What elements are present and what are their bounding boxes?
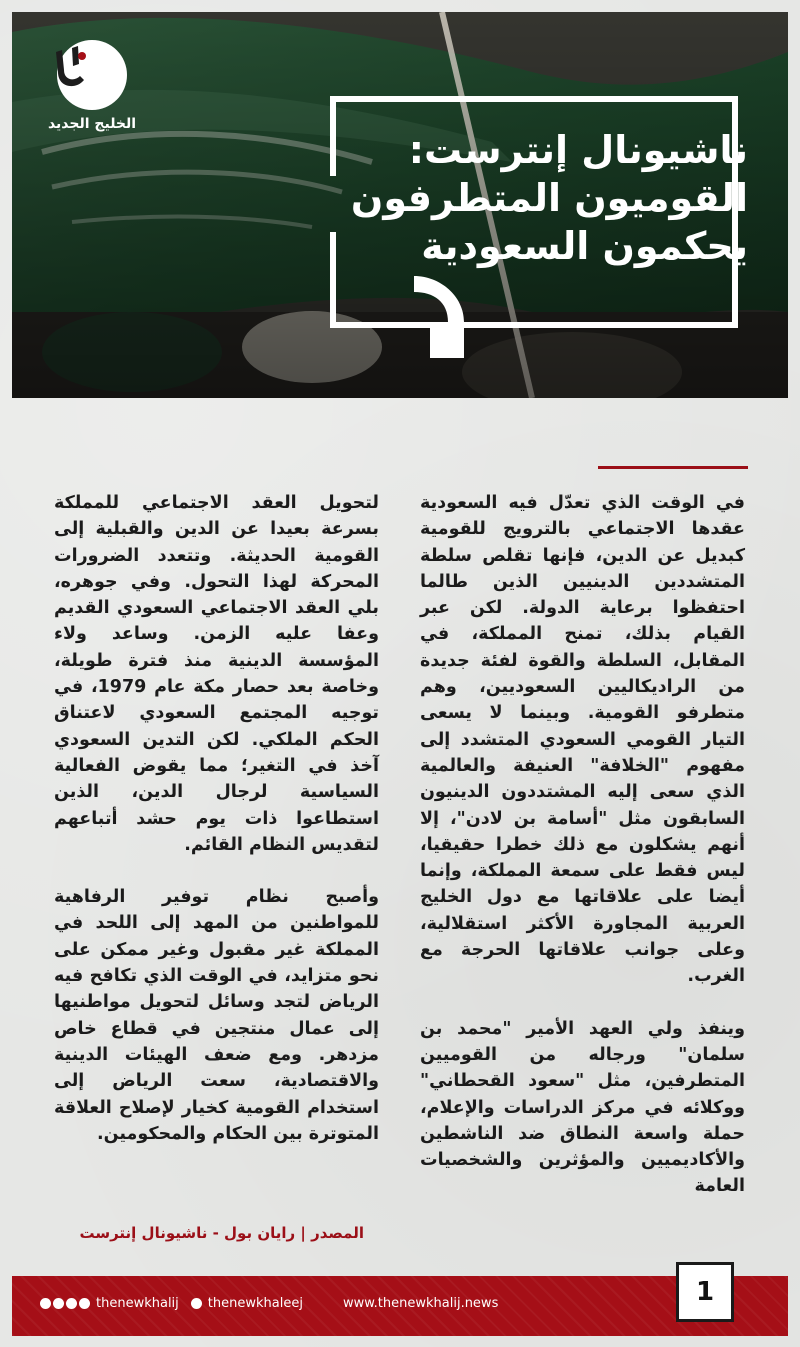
social-handle[interactable]: thenewkhalij: [96, 1296, 179, 1311]
logo-mark-icon: [57, 40, 127, 110]
article-column-right: [420, 490, 745, 1226]
brand-name: الخليج الجديد: [47, 116, 137, 132]
section-divider: [598, 466, 748, 469]
page-title: [328, 126, 748, 270]
brand-logo: [42, 40, 142, 132]
paragraph: وينفذ ولي العهد الأمير "محمد بن سلمان" ورجاله من القوميين المتطرفين، مثل "سعود القحطاني" ووكلائه في مركز الدراسات والإعلام، حملة واسعة النطاق ضد الناشطين والأكاديميين والمؤثرين والشخصيات العامة: [420, 1018, 745, 1197]
headline-line-2: القوميون المتطرفون: [350, 176, 748, 220]
paragraph: لتحويل العقد الاجتماعي للمملكة بسرعة بعيدا عن الدين والقبلية إلى القومية الحديثة. وتتعدد الضرورات المحركة لهذا التحول. وفي جوهره، بلي العقد الاجتماعي السعودي القديم وعفا عليه الزمن. وساعد ولاء المؤسسة الدينية منذ فترة طويلة، وخاصة بعد حصار مكة عام 1979، في توجيه المجتمع السعودي لاعتناق الحكم الملكي. لكن التدين السعودي آخذ في التغير؛ مما يقوض الفعالية السياسية لرجال الدين، الذين استطاعوا ذات يوم حشد أتباعهم لتقديس النظام القائم.: [54, 493, 379, 855]
page-number: 1: [676, 1262, 734, 1322]
youtube-icon[interactable]: [53, 1298, 64, 1309]
paragraph: وأصبح نظام توفير الرفاهية للمواطنين من المهد إلى اللحد في المملكة غير مقبول وغير ممكن على نحو متزايد، في الوقت الذي تكافح فيه الرياض لتجد وسائل لتحويل مواطنيها إلى عمال منتجين في قطاع خاص مزدهر. ومع ضعف الهيئات الدينية والاقتصادية، سعت الرياض إلى استخدام القومية كخيار لإصلاح العلاقة المتوترة بين الحكام والمحكومين.: [54, 887, 379, 1144]
telegram-icon[interactable]: [79, 1298, 90, 1309]
headline-line-3: يحكمون السعودية: [421, 224, 748, 268]
headline-line-1: ناشيونال إنترست:: [408, 128, 748, 172]
quote-mark-icon: [410, 272, 470, 362]
twitter-handle[interactable]: thenewkhaleej: [207, 1296, 303, 1311]
article-column-left: [54, 490, 379, 1173]
twitter-icon[interactable]: [191, 1298, 202, 1309]
source-credit: المصدر | رايان بول - ناشيونال إنترست: [79, 1224, 364, 1242]
paragraph: في الوقت الذي تعدّل فيه السعودية عقدها الاجتماعي بالترويج للقومية كبديل عن الدين، فإنها تقلص سلطة المتشددين الدينيين الذين طالما احتفظوا برعاية الدولة. لكن عبر القيام بذلك، تمنح المملكة، في المقابل، السلطة والقوة لفئة جديدة من الراديكاليين السعوديين، وهم متطرفو القومية. وبينما لا يسعى التيار القومي السعودي المتشدد إلى مفهوم "الخلافة" العنيفة والعالمية الذي سعى إليه المشتددون الدينيون السابقون مثل "أسامة بن لادن"، إلا أنهم يشكلون مع ذلك خطرا حقيقيا، ليس فقط على سمعة المملكة، وإنما أيضا على علاقاتها مع دول الخليج العربية المجاورة الأكثر استقلالية، وعلى جوانب علاقاتها الحرجة مع الغرب.: [420, 493, 745, 987]
instagram-icon[interactable]: [66, 1298, 77, 1309]
footer-social: [40, 1296, 498, 1311]
website-link[interactable]: www.thenewkhalij.news: [342, 1296, 499, 1311]
facebook-icon[interactable]: [40, 1298, 51, 1309]
